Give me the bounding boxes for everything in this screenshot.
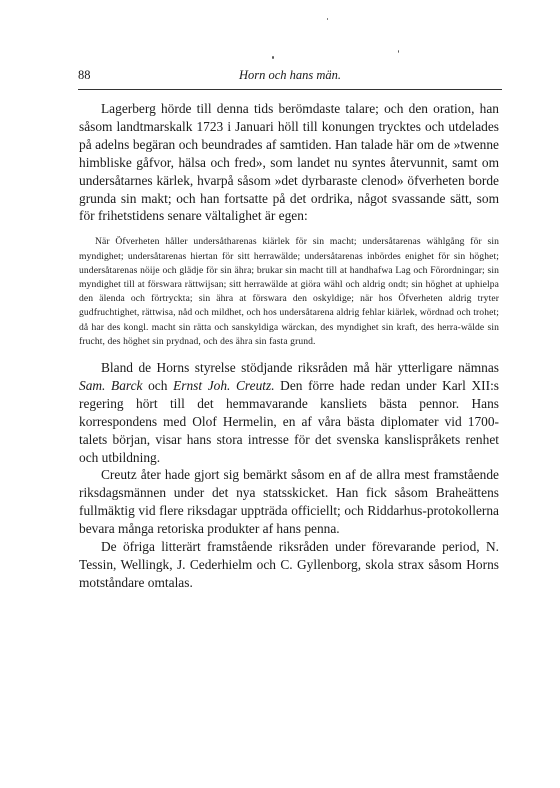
header-rule [78,89,502,90]
name-barck: Sam. Barck [79,377,143,393]
paragraph-lagerberg: Lagerberg hörde till denna tids berömdaste talare; och den oration, han såsom landtmarskalk 1723 i Januari höll till konungen trycktes och utdelades på adelns begäran och beundrades af samtiden. Han talade här om de »twenne himbliske gåfvor, hälsa och fred», som landet nu syntes återvunnit, samt om undersåtarnes kärlek, hvarpå såsom »det dyrbaraste clenod» öfverheten borde grunda sin makt; och han fortsatte på det ordrika, något svassande sätt, som för frihetstidens senare vältalighet är egen: [79,101,499,224]
paragraph-riksraden [79,359,499,466]
paper-speck [272,56,274,59]
paper-speck [327,18,328,20]
page-header [78,68,502,86]
paragraph-text: Bland de Horns styrelse stödjande riksråden må här ytterligare nämnas [101,359,499,375]
paragraph-ovriga: De öfriga litterärt framstående riksråden under förevarande period, N. Tessin, Wellingk, J. Cederhielm och C. Gyllenborg, skola strax såsom Horns motståndare omtalas. [79,539,499,590]
paper-speck [398,50,399,53]
paragraph-creutz: Creutz åter hade gjort sig bemärkt såsom en af de allra mest framstående riksdagsmännen under det nya statsskicket. Han fick såsom Braheättens fullmäktig vid flere riksdagar uppträda officiellt; och Riddarhus-protokollerna bevara många retoriska produkter af hans penna. [79,467,499,537]
paragraph-text: Den förre hade redan under Karl XII:s regering hört till det hemmavarande kansliets bästa pennor. Hans korrespondens med Olof Hermelin, en af våra bästa diplomater vid 1700-talets början, visar hans stora intresse för det svenska kanslispråkets renhet och utbildning. [79,377,499,465]
paragraph-text: och [142,377,174,393]
page-number: 88 [78,68,91,82]
page-body [79,100,499,592]
name-creutz: Ernst Joh. Creutz. [173,377,275,393]
running-title: Horn och hans män. [238,68,342,82]
block-quote: När Öfverheten håller undersåtharenas kiärlek för sin macht; undersåtarenas wählgång för sin myndighet; undersåtarenas hiertan för sitt herrawälde; undersåtarenas inbördes enighet för sin höghet; undersåtarenas nöije och glädje för sin ähra; brukar sin macht till at handhafwa Lag och Förordningar; sin myndighet till at förswara rättwijsan; sitt herrawälde at giöra wähl och aldrig ondt; sin höghet at uphielpa den älenda och förtryckta; sin ähra at förswara den oskyldige; när hos Öfverheten aldrig tryter gudfruchtighet, rättwisa, nåd och mildhet, och hos undersåtarena aldrig fehlar kiärlek, wördnad och trohet; då har des kongl. macht sin rätta och sanskyldiga wärckan, des myndighet sin kraft, des herra-wälde sin frucht, des höghet sin prydnad, och des ähra sin fasta grund. [79,236,499,347]
